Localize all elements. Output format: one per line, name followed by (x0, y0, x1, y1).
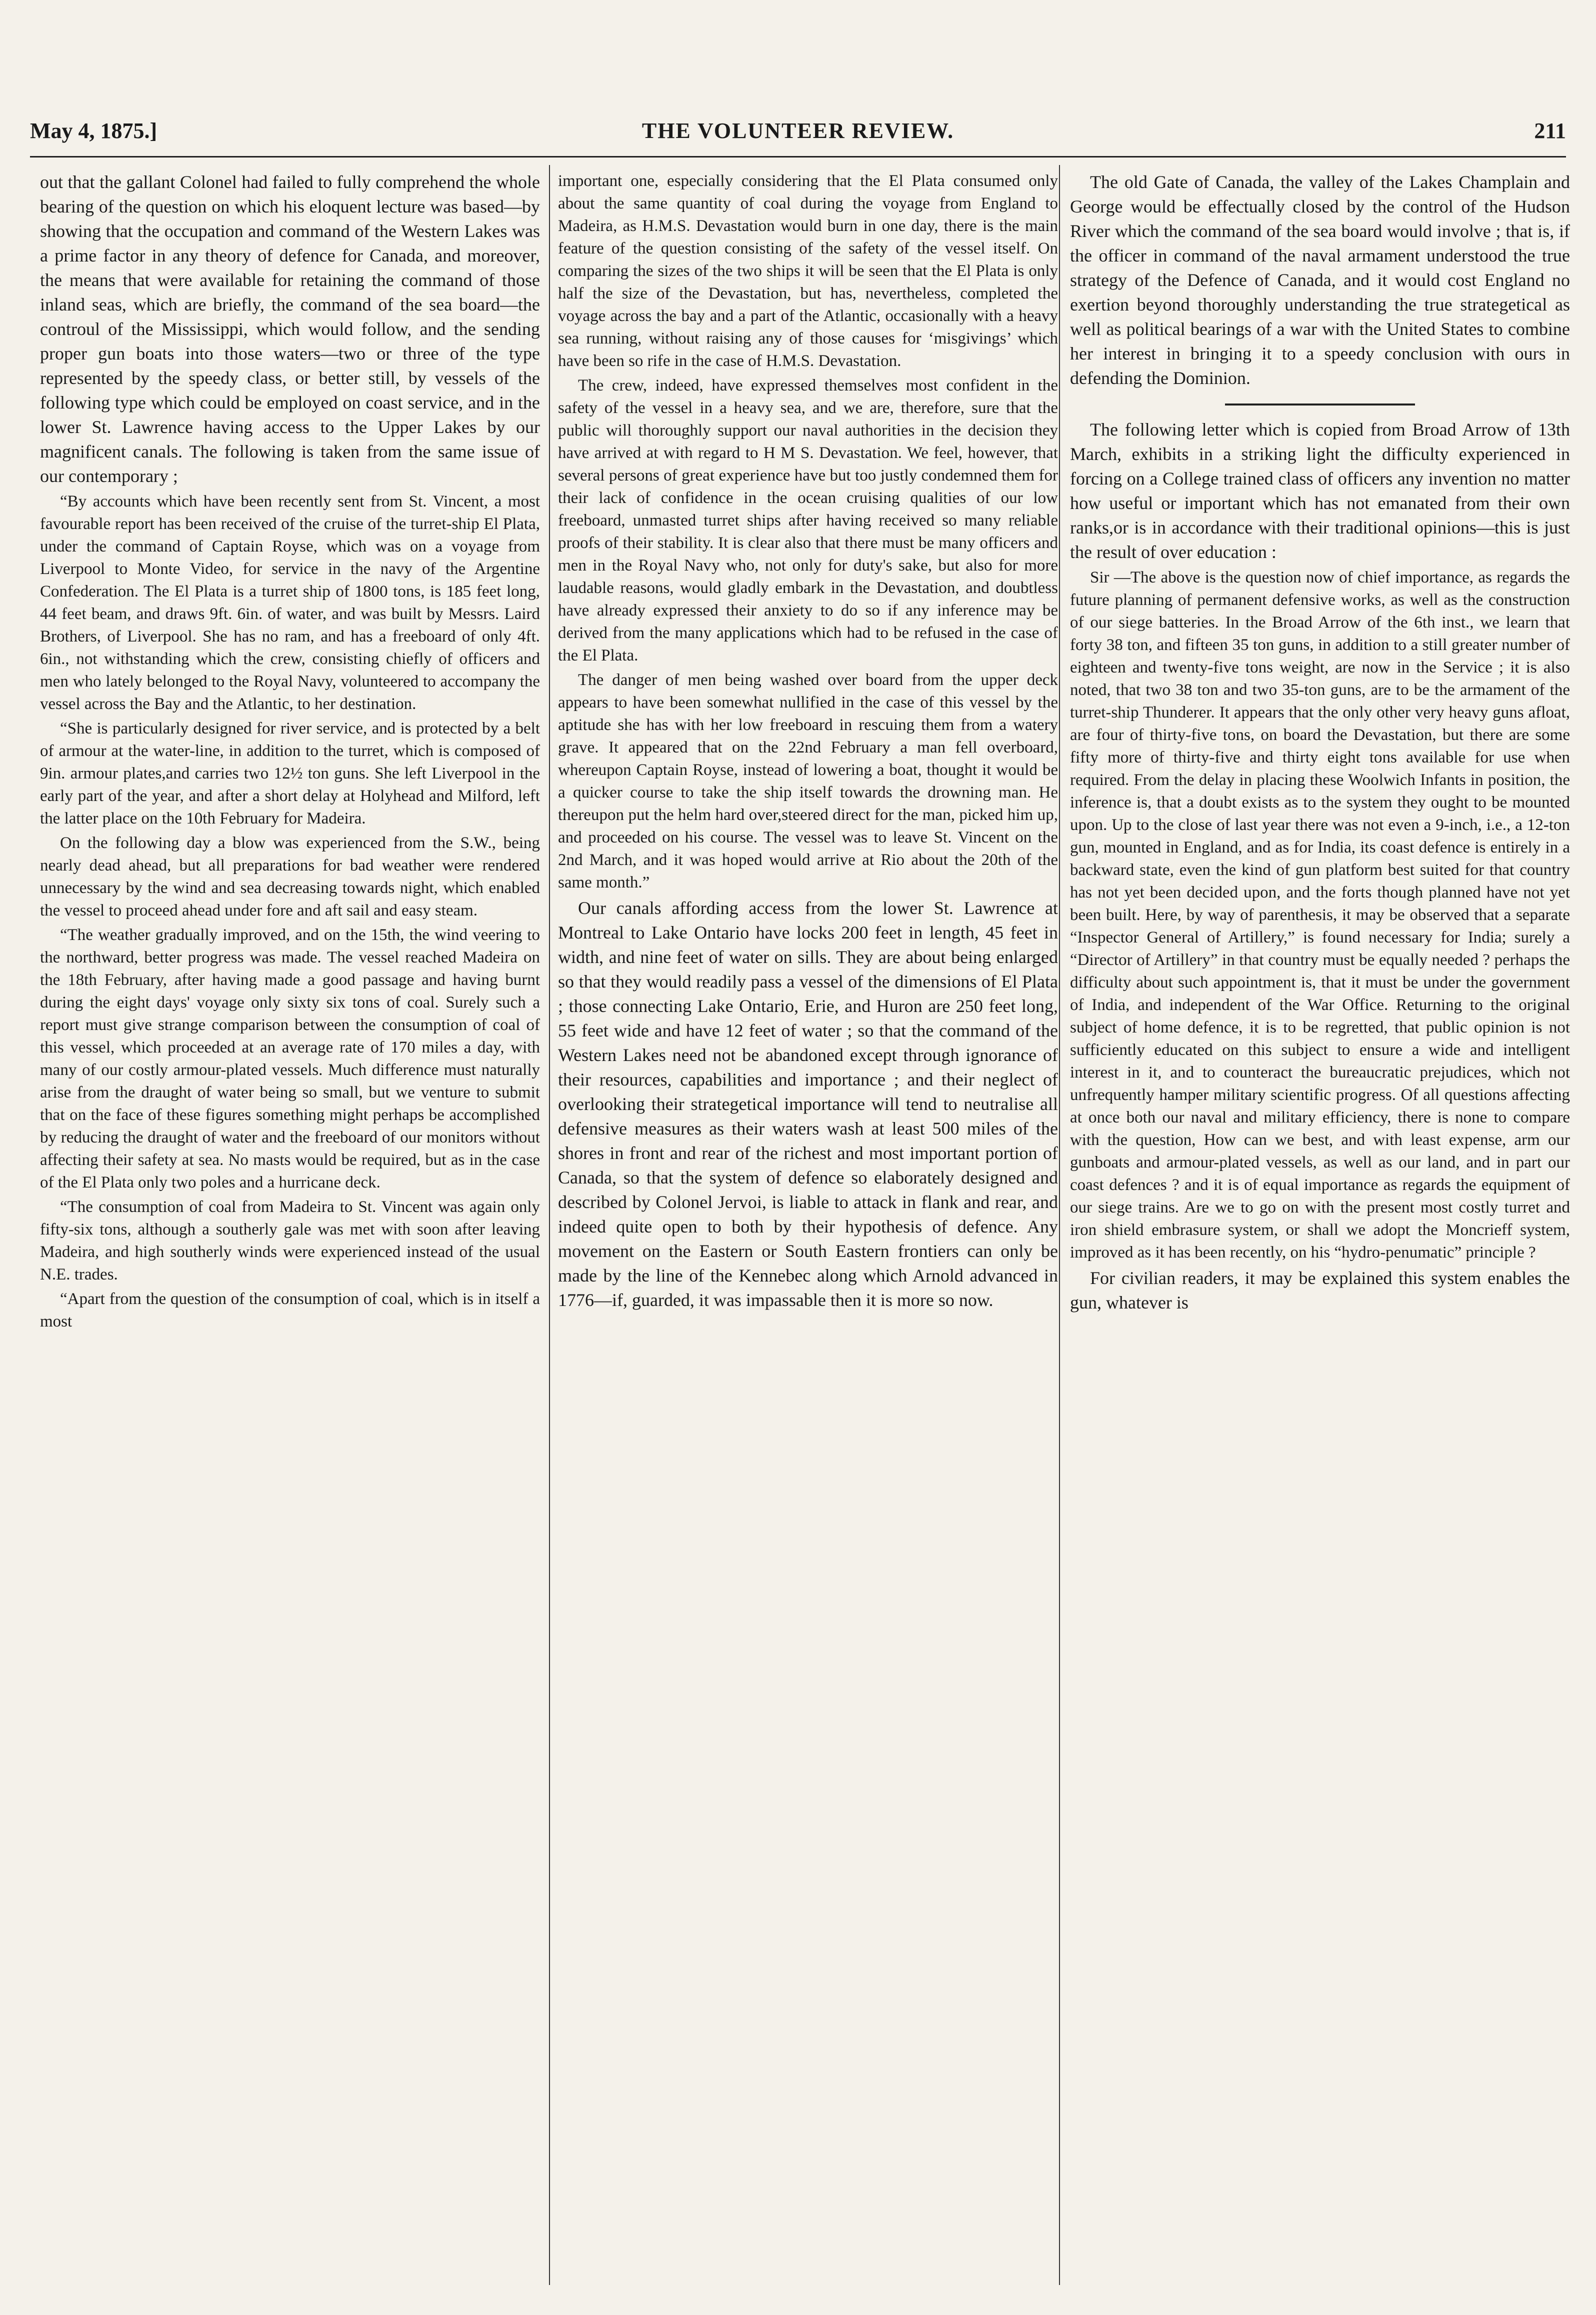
column-rule (1059, 165, 1060, 2285)
letter-paragraph: Sir —The above is the question now of chief importance, as regards the future planning of permanent defensive works, as well as the construction of our siege batteries. In the Broad Arrow of the 6th inst., we learn that forty 38 ton, and fifteen 35 ton guns, in addition to a still greater number of eighteen and twenty-five tons weight, are now in the Service ; it is also noted, that two 38 ton and two 35-ton guns, are to be the armament of the turret-ship Thunderer. It appears that the only other very heavy guns afloat, are four of thirty-five tons, on board the Devastation, but there are some fifty more of thirty-five and thirty eight tons available for use when required. From the delay in placing these Woolwich Infants in position, the inference is, that a doubt exists as to the system they ought to be mounted upon. Up to the close of last year there was not even a 9-inch, i.e., a 12-ton gun, mounted in England, and as for India, its coast defence is entirely in a backward state, even the kind of gun platform best suited for that country has not yet been decided upon, and the forts though planned have not yet been built. Here, by way of parenthesis, it may be observed that a separate “Inspector General of Artillery,” is found necessary for India; surely a “Director of Artillery” in that country must be equally needed ? perhaps the difficulty about such appointment is, that it must be under the government of India, and independent of the War Office. Returning to the original subject of home defence, it is to be regretted, that public opinion is not sufficiently educated on this subject to ensure a wide and intelligent interest in it, and to counteract the bureaucratic prejudices, which not unfrequently hamper military scientific progress. Of all questions affecting at once both our naval and military efficiency, there is none to compare with the question, How can we best, and with least expense, arm our gunboats and armour-plated vessels, as well as our land, and in part our coast defences ? and it is of equal importance as regards the equipment of our siege trains. Are we to go on with the present most costly turret and iron shield embrasure system, or shall we adopt the Moncrieff system, improved as it has been recently, on his “hydro-penumatic” principle ? (1070, 568, 1570, 1262)
paragraph: out that the gallant Colonel had failed to fully comprehend the whole bearing of the question on which his eloquent lecture was based—by showing that the occupation and command of the Western Lakes was a prime factor in any theory of defence for Canada, and moreover, the means that were available for retaining the command of those inland seas, which are briefly, the command of the sea board—the controul of the Mississippi, which would follow, and the sending proper gun boats into those waters—two or three of the type represented by the speedy class, or better still, by vessels of the following type which could be employed on coast service, and in the lower St. Lawrence having access to the Upper Lakes by our magnificent canals. The following is taken from the same issue of our contemporary ; (40, 172, 540, 486)
paragraph: The old Gate of Canada, the valley of the Lakes Champlain and George would be effectually closed by the control of the Hudson River which the command of the sea board would involve ; that is, if the officer in command of the naval armament understood the true strategy of the Defence of Canada, and it would cost England no exertion beyond thoroughly understanding the true strategetical as well as political bearings of a war with the United States to combine her interest in bringing it to a speedy conclusion with ours in defending the Dominion. (1070, 172, 1570, 388)
header-rule (30, 156, 1566, 158)
column-rule (549, 165, 550, 2285)
column-3 (1070, 170, 1570, 2295)
quoted-paragraph: “She is particularly designed for river service, and is protected by a belt of armour at the water-line, in addition to the turret, which is composed of 9in. armour plates,and carries two 12½ ton guns. She left Liverpool in the early part of the year, and after a short delay at Holyhead and Milford, left the latter place on the 10th February for Madeira. (40, 720, 540, 828)
quoted-paragraph: On the following day a blow was experienced from the S.W., being nearly dead ahead, but all preparations for bad weather were rendered unnecessary by the wind and sea decreasing towards night, which enabled the vessel to proceed ahead under fore and aft sail and easy steam. (40, 834, 540, 920)
column-1 (40, 170, 540, 2295)
section-divider (1225, 404, 1415, 406)
column-2 (558, 170, 1058, 2295)
quoted-paragraph: important one, especially considering that the El Plata consumed only about the same quantity of coal during the voyage from England to Madeira, as H.M.S. Devastation would burn in one day, there is the main feature of the question consisting of the safety of the vessel itself. On comparing the sizes of the two ships it will be seen that the El Plata is only half the size of the Devastation, but has, nevertheless, completed the voyage across the bay and a part of the Atlantic, occasionally with a heavy sea running, without raising any of those causes for ‘misgivings’ which have been so rife in the case of H.M.S. Devastation. (558, 172, 1058, 370)
issue-date: May 4, 1875.] (30, 118, 158, 143)
quoted-paragraph: “The weather gradually improved, and on the 15th, the wind veering to the northward, better progress was made. The vessel reached Madeira on the 18th February, after having made a good passage and having burnt during the eight days' voyage only sixty six tons of coal. Surely such a report must give strange comparison between the consumption of coal of this vessel, which proceeded at an average rate of 170 miles a day, with many of our costly armour-plated vessels. Much difference must naturally arise from the draught of water being so small, but we venture to submit that on the face of these figures something might perhaps be accomplished by reducing the draught of water and the freeboard of our monitors without affecting their safety at sea. No masts would be required, but as in the case of the El Plata only two poles and a hurricane deck. (40, 926, 540, 1192)
paragraph: Our canals affording access from the lower St. Lawrence at Montreal to Lake Ontario have locks 200 feet in length, 45 feet in width, and nine feet of water on sills. They are about being enlarged so that they would readily pass a vessel of the dimensions of El Plata ; those connecting Lake Ontario, Erie, and Huron are 250 feet long, 55 feet wide and have 12 feet of water ; so that the command of the Western Lakes need not be abandoned except through ignorance of their resources, capabilities and importance ; and their neglect of overlooking their strategetical importance will tend to neutralise all defensive measures as their waters wash at least 500 miles of the shores in front and rear of the richest and most important portion of Canada, so that the system of defence so elaborately designed and described by Colonel Jervoi, is liable to attack in flank and rear, and indeed quite open to both by their hypothesis of defence. Any movement on the Eastern or South Eastern frontiers can only be made by the line of the Kennebec along which Arnold advanced in 1776—if, guarded, it was impassable then it is more so now. (558, 898, 1058, 1310)
quoted-paragraph: “The consumption of coal from Madeira to St. Vincent was again only fifty-six tons, although a southerly gale was met with soon after leaving Madeira, and high southerly winds were experienced instead of the usual N.E. trades. (40, 1198, 540, 1284)
quoted-paragraph: The crew, indeed, have expressed themselves most confident in the safety of the vessel in a heavy sea, and we are, therefore, sure that the public will thoroughly support our naval authorities in the decision they have arrived at with regard to H M S. Devastation. We feel, however, that several persons of great experience have but too justly condemned them for their lack of confidence in the ocean cruising qualities of our low freeboard, unmasted turret ships after having received so many reliable proofs of their stability. It is clear also that there must be many officers and men in the Royal Navy who, not only for duty's sake, but also for more laudable reasons, would gladly embark in the Devastation, and doubtless have already expressed their anxiety to do so if any inference may be derived from the many applications which had to be refused in the case of the El Plata. (558, 376, 1058, 664)
publication-title: THE VOLUNTEER REVIEW. (642, 118, 954, 143)
intro-paragraph: The following letter which is copied from Broad Arrow of 13th March, exhibits in a striking light the difficulty experienced in forcing on a College trained class of officers any invention no matter how useful or important which has not emanated from their own ranks,or is in accordance with their traditional opinions—this is just the result of over education : (1070, 420, 1570, 562)
quoted-paragraph: “Apart from the question of the consumption of coal, which is in itself a most (40, 1290, 540, 1330)
page-number: 211 (1534, 118, 1566, 143)
quoted-paragraph: “By accounts which have been recently sent from St. Vincent, a most favourable report has been received of the cruise of the turret-ship El Plata, under the command of Captain Royse, which was on a voyage from Liverpool to Monte Video, for service in the navy of the Argentine Confederation. The El Plata is a turret ship of 1800 tons, is 185 feet long, 44 feet beam, and draws 9ft. 6in. of water, and was built by Messrs. Laird Brothers, of Liverpool. She has no ram, and has a freeboard of only 4ft. 6in., not withstanding which the crew, consisting chiefly of officers and men who lately belonged to the Royal Navy, volunteered to accompany the vessel across the Bay and the Atlantic, to her destination. (40, 492, 540, 713)
paragraph: For civilian readers, it may be explained this system enables the gun, whatever is (1070, 1268, 1570, 1312)
quoted-paragraph: The danger of men being washed over board from the upper deck appears to have been somewhat nullified in the case of this vessel by the aptitude she has with her low freeboard in rescuing them from a watery grave. It appeared that on the 22nd February a man fell overboard, whereupon Captain Royse, instead of lowering a boat, thought it would be a quicker course to take the ship itself towards the drowning man. He thereupon put the helm hard over,steered direct for the man, picked him up, and proceeded on his course. The vessel was to leave St. Vincent on the 2nd March, and it was hoped would arrive at Rio about the 20th of the same month.” (558, 671, 1058, 892)
page-header (30, 118, 1566, 150)
